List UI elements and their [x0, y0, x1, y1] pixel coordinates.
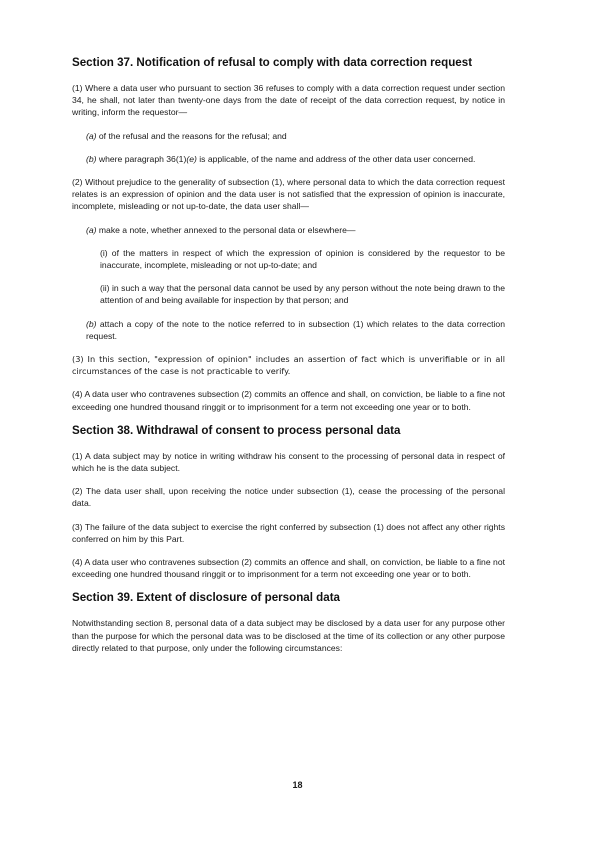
s37-2-para-a-text: make a note, whether annexed to the personal data or elsewhere— [96, 224, 356, 235]
s38-subsection-1: (1) A data subject may by notice in writing withdraw his consent to the processing of personal data in respect of which he is the data subject. [72, 450, 505, 474]
s37-subsection-4: (4) A data user who contravenes subsection (2) commits an offence and shall, on conviction, be liable to a fine not exceeding one hundred thousand ringgit or to imprisonment for a term not exceeding one year or to both. [72, 389, 505, 412]
s37-para-b-ref: (e) [186, 153, 197, 164]
s37-subsection-1: (1) Where a data user who pursuant to section 36 refuses to comply with a data correction request under section 34, he shall, not later than twenty-one days from the date of receipt of the data correction request, by notice in writing, inform the requestor— [72, 83, 505, 118]
s37-para-a [86, 130, 505, 142]
s37-para-a-label: (a) [86, 130, 97, 141]
s37-2-para-b-text: attach a copy of the note to the notice referred to in subsection (1) which relates to the data correction request. [86, 318, 505, 341]
s37-para-b-label: (b) [86, 153, 97, 164]
s37-2-para-a [86, 224, 505, 236]
s37-subsection-2: (2) Without prejudice to the generality of subsection (1), where personal data to which the data correction request relates is an expression of opinion and the data user is not satisfied that the expression of opinion is inaccurate, incomplete, misleading or not up-to-date, the data user shall— [72, 177, 505, 212]
section-37-heading: Section 37. Notification of refusal to comply with data correction request [72, 56, 473, 69]
s37-para-b-post: is applicable, of the name and address of the other data user concerned. [196, 153, 476, 164]
s38-subsection-2: (2) The data user shall, upon receiving the notice under subsection (1), cease the processing of the personal data. [72, 486, 505, 509]
section-38-heading: Section 38. Withdrawal of consent to process personal data [72, 423, 401, 437]
s37-2-para-a-ii: (ii) in such a way that the personal data cannot be used by any person without the note being drawn to the attention of and being available for inspection by that person; and [100, 283, 505, 306]
s37-2-para-b [86, 318, 505, 342]
page-number: 18 [292, 780, 303, 790]
s38-subsection-3: (3) The failure of the data subject to exercise the right conferred by subsection (1) does not affect any other rights conferred on him by this Part. [72, 521, 505, 544]
s38-subsection-4: (4) A data user who contravenes subsection (2) commits an offence and shall, on conviction, be liable to a fine not exceeding one hundred thousand ringgit or to imprisonment for a term not exceeding one year or to both. [72, 557, 505, 580]
s37-subsection-3: (3) In this section, "expression of opinion" includes an assertion of fact which is unverifiable or in all circumstances of the case is not practicable to verify. [72, 354, 505, 377]
s37-2-para-b-label: (b) [86, 318, 97, 329]
s37-para-a-text: of the refusal and the reasons for the refusal; and [96, 130, 287, 141]
s37-2-para-a-label: (a) [86, 224, 97, 235]
s37-2-para-a-i: (i) of the matters in respect of which the expression of opinion is considered by the requestor to be inaccurate, incomplete, misleading or not up-to-date; and [100, 247, 505, 271]
s37-para-b [86, 153, 505, 165]
page-content [72, 56, 505, 665]
s37-para-b-pre: where paragraph 36(1) [96, 153, 187, 164]
section-39-heading: Section 39. Extent of disclosure of personal data [72, 591, 341, 605]
s39-intro: Notwithstanding section 8, personal data of a data subject may be disclosed by a data user for any purpose other than the purpose for which the personal data was to be disclosed at the time of its collection or any other purpose directly related to that purpose, only under the following circumstances: [72, 618, 505, 653]
